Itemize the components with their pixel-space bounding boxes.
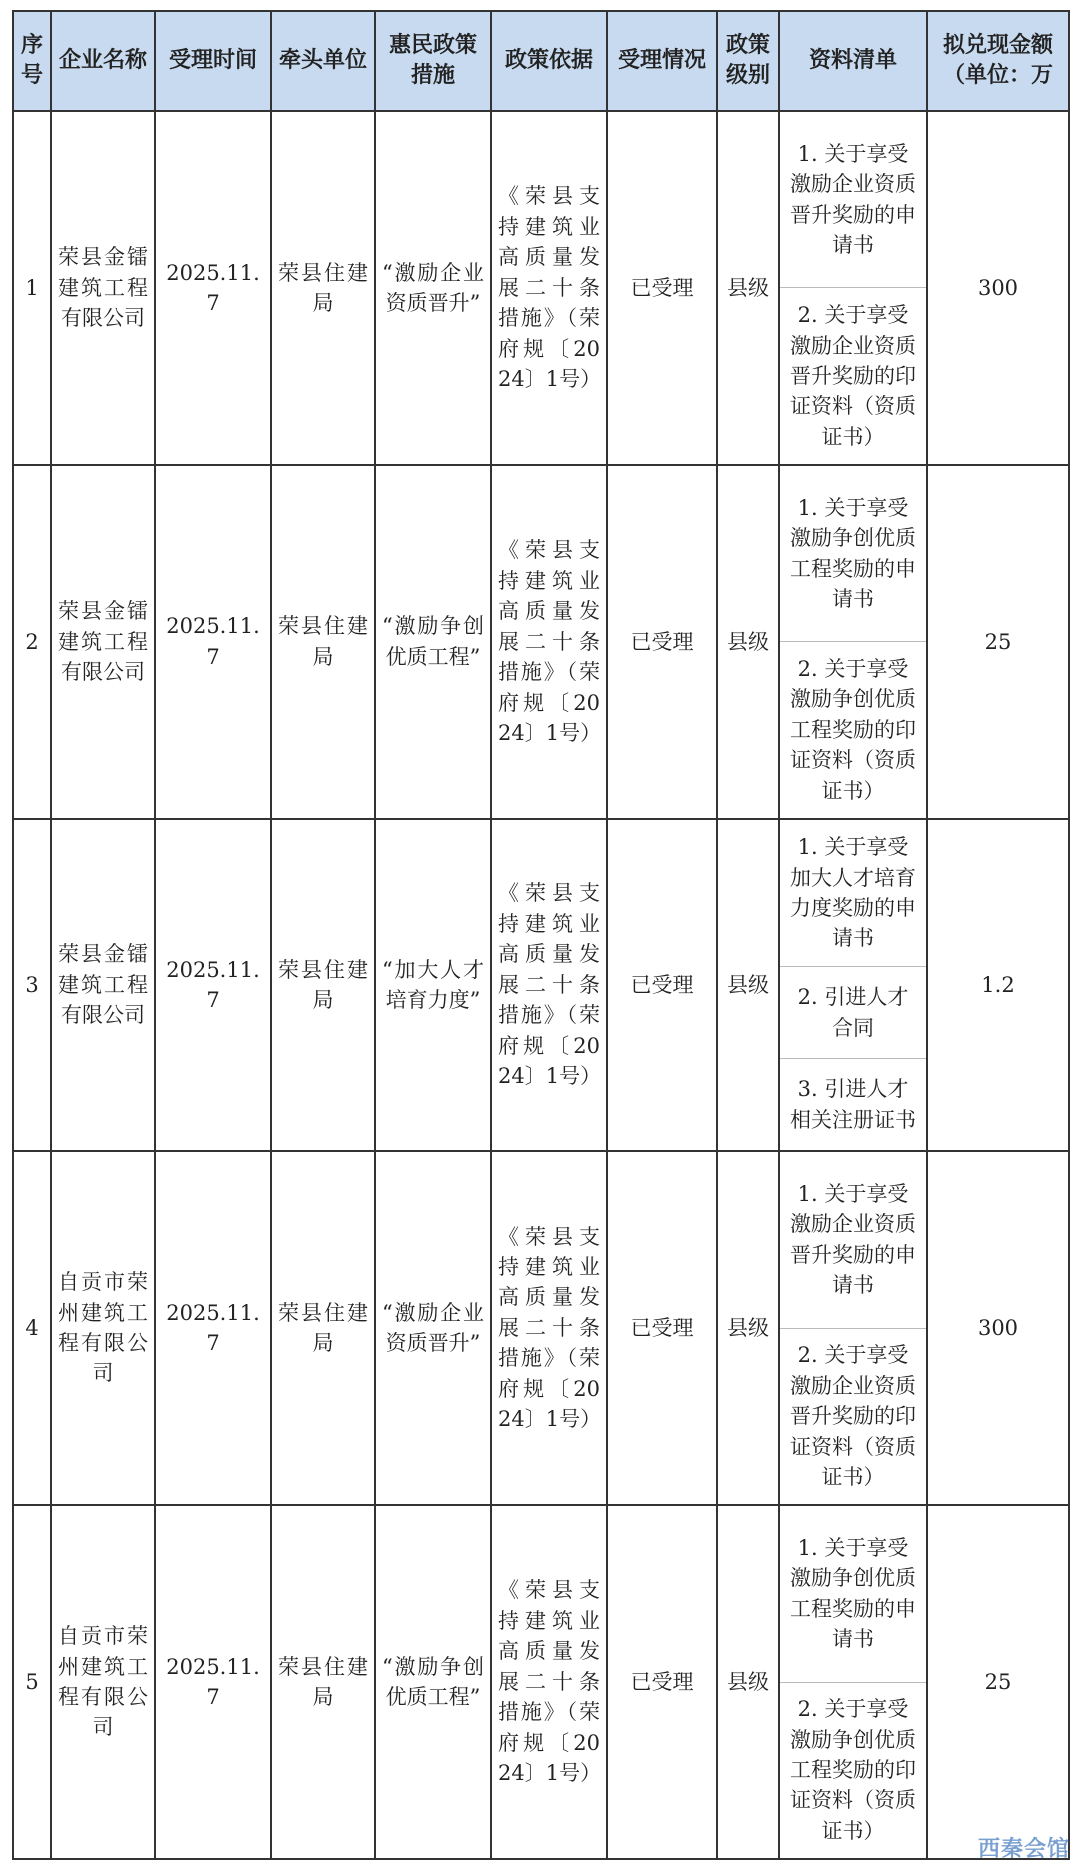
cell-docs bbox=[779, 1505, 927, 1859]
cell-lead-unit: 荣县住建局 bbox=[271, 819, 375, 1151]
table-row bbox=[13, 1151, 1069, 1505]
cell-measure: “加大人才培育力度” bbox=[375, 819, 491, 1151]
cell-basis: 《荣县支持建筑业高质量发展二十条措施》（荣府规〔2024〕1号） bbox=[491, 111, 607, 465]
cell-level: 县级 bbox=[717, 111, 779, 465]
table-row bbox=[13, 465, 1069, 819]
table-row bbox=[13, 1505, 1069, 1859]
header-level: 政策级别 bbox=[717, 11, 779, 111]
header-basis: 政策依据 bbox=[491, 11, 607, 111]
doc-item: 2. 关于享受激励企业资质晋升奖励的印证资料（资质证书） bbox=[790, 303, 916, 449]
doc-item: 2. 关于享受激励争创优质工程奖励的印证资料（资质证书） bbox=[790, 657, 916, 803]
header-amount: 拟兑现金额（单位：万 bbox=[927, 11, 1069, 111]
cell-basis: 《荣县支持建筑业高质量发展二十条措施》（荣府规〔2024〕1号） bbox=[491, 819, 607, 1151]
cell-date: 2025.11.7 bbox=[155, 465, 271, 819]
cell-no: 4 bbox=[13, 1151, 51, 1505]
header-status: 受理情况 bbox=[607, 11, 717, 111]
policy-table-sheet bbox=[12, 10, 1068, 1860]
cell-docs bbox=[779, 111, 927, 465]
cell-company: 荣县金镭建筑工程有限公司 bbox=[51, 819, 155, 1151]
cell-company: 荣县金镭建筑工程有限公司 bbox=[51, 465, 155, 819]
cell-amount: 300 bbox=[927, 1151, 1069, 1505]
docs-list bbox=[780, 112, 926, 464]
cell-measure: “激励争创优质工程” bbox=[375, 1505, 491, 1859]
header-docs: 资料清单 bbox=[779, 11, 927, 111]
cell-no: 2 bbox=[13, 465, 51, 819]
cell-status: 已受理 bbox=[607, 1505, 717, 1859]
cell-level: 县级 bbox=[717, 465, 779, 819]
doc-item: 1. 关于享受激励企业资质晋升奖励的申请书 bbox=[780, 112, 926, 288]
cell-level: 县级 bbox=[717, 819, 779, 1151]
table-row bbox=[13, 819, 1069, 1151]
docs-list bbox=[780, 1506, 926, 1858]
header-lead-unit: 牵头单位 bbox=[271, 11, 375, 111]
cell-docs bbox=[779, 819, 927, 1151]
cell-level: 县级 bbox=[717, 1151, 779, 1505]
table-header-row bbox=[13, 11, 1069, 111]
table-row bbox=[13, 111, 1069, 465]
cell-lead-unit: 荣县住建局 bbox=[271, 1505, 375, 1859]
cell-amount: 300 bbox=[927, 111, 1069, 465]
cell-amount: 1.2 bbox=[927, 819, 1069, 1151]
cell-basis: 《荣县支持建筑业高质量发展二十条措施》（荣府规〔2024〕1号） bbox=[491, 1151, 607, 1505]
cell-status: 已受理 bbox=[607, 465, 717, 819]
cell-docs bbox=[779, 465, 927, 819]
cell-date: 2025.11.7 bbox=[155, 1505, 271, 1859]
docs-list bbox=[780, 820, 926, 1150]
doc-item: 2. 关于享受激励企业资质晋升奖励的印证资料（资质证书） bbox=[790, 1343, 916, 1489]
doc-item: 2. 引进人才合同 bbox=[780, 967, 926, 1059]
cell-company: 自贡市荣州建筑工程有限公司 bbox=[51, 1505, 155, 1859]
cell-date: 2025.11.7 bbox=[155, 1151, 271, 1505]
header-no: 序号 bbox=[13, 11, 51, 111]
cell-measure: “激励企业资质晋升” bbox=[375, 111, 491, 465]
cell-company: 自贡市荣州建筑工程有限公司 bbox=[51, 1151, 155, 1505]
cell-date: 2025.11.7 bbox=[155, 819, 271, 1151]
doc-item: 1. 关于享受激励企业资质晋升奖励的申请书 bbox=[780, 1152, 926, 1328]
doc-item: 1. 关于享受激励争创优质工程奖励的申请书 bbox=[780, 1506, 926, 1683]
cell-date: 2025.11.7 bbox=[155, 111, 271, 465]
cell-no: 3 bbox=[13, 819, 51, 1151]
cell-measure: “激励企业资质晋升” bbox=[375, 1151, 491, 1505]
cell-measure: “激励争创优质工程” bbox=[375, 465, 491, 819]
doc-item: 2. 关于享受激励争创优质工程奖励的印证资料（资质证书） bbox=[790, 1697, 916, 1843]
doc-item: 1. 关于享受加大人才培育力度奖励的申请书 bbox=[780, 820, 926, 967]
cell-basis: 《荣县支持建筑业高质量发展二十条措施》（荣府规〔2024〕1号） bbox=[491, 1505, 607, 1859]
cell-status: 已受理 bbox=[607, 1151, 717, 1505]
cell-lead-unit: 荣县住建局 bbox=[271, 1151, 375, 1505]
doc-item: 1. 关于享受激励争创优质工程奖励的申请书 bbox=[780, 466, 926, 642]
cell-company: 荣县金镭建筑工程有限公司 bbox=[51, 111, 155, 465]
cell-level: 县级 bbox=[717, 1505, 779, 1859]
header-measure: 惠民政策措施 bbox=[375, 11, 491, 111]
docs-list bbox=[780, 1152, 926, 1504]
doc-item: 3. 引进人才相关注册证书 bbox=[790, 1077, 916, 1132]
cell-amount: 25 bbox=[927, 465, 1069, 819]
cell-docs bbox=[779, 1151, 927, 1505]
policy-table bbox=[12, 10, 1070, 1860]
cell-lead-unit: 荣县住建局 bbox=[271, 111, 375, 465]
header-date: 受理时间 bbox=[155, 11, 271, 111]
cell-status: 已受理 bbox=[607, 819, 717, 1151]
cell-lead-unit: 荣县住建局 bbox=[271, 465, 375, 819]
header-company: 企业名称 bbox=[51, 11, 155, 111]
cell-no: 5 bbox=[13, 1505, 51, 1859]
watermark-logo: 西秦会馆 bbox=[977, 1837, 1070, 1862]
cell-status: 已受理 bbox=[607, 111, 717, 465]
cell-basis: 《荣县支持建筑业高质量发展二十条措施》（荣府规〔2024〕1号） bbox=[491, 465, 607, 819]
cell-amount: 25 bbox=[927, 1505, 1069, 1859]
docs-list bbox=[780, 466, 926, 818]
cell-no: 1 bbox=[13, 111, 51, 465]
